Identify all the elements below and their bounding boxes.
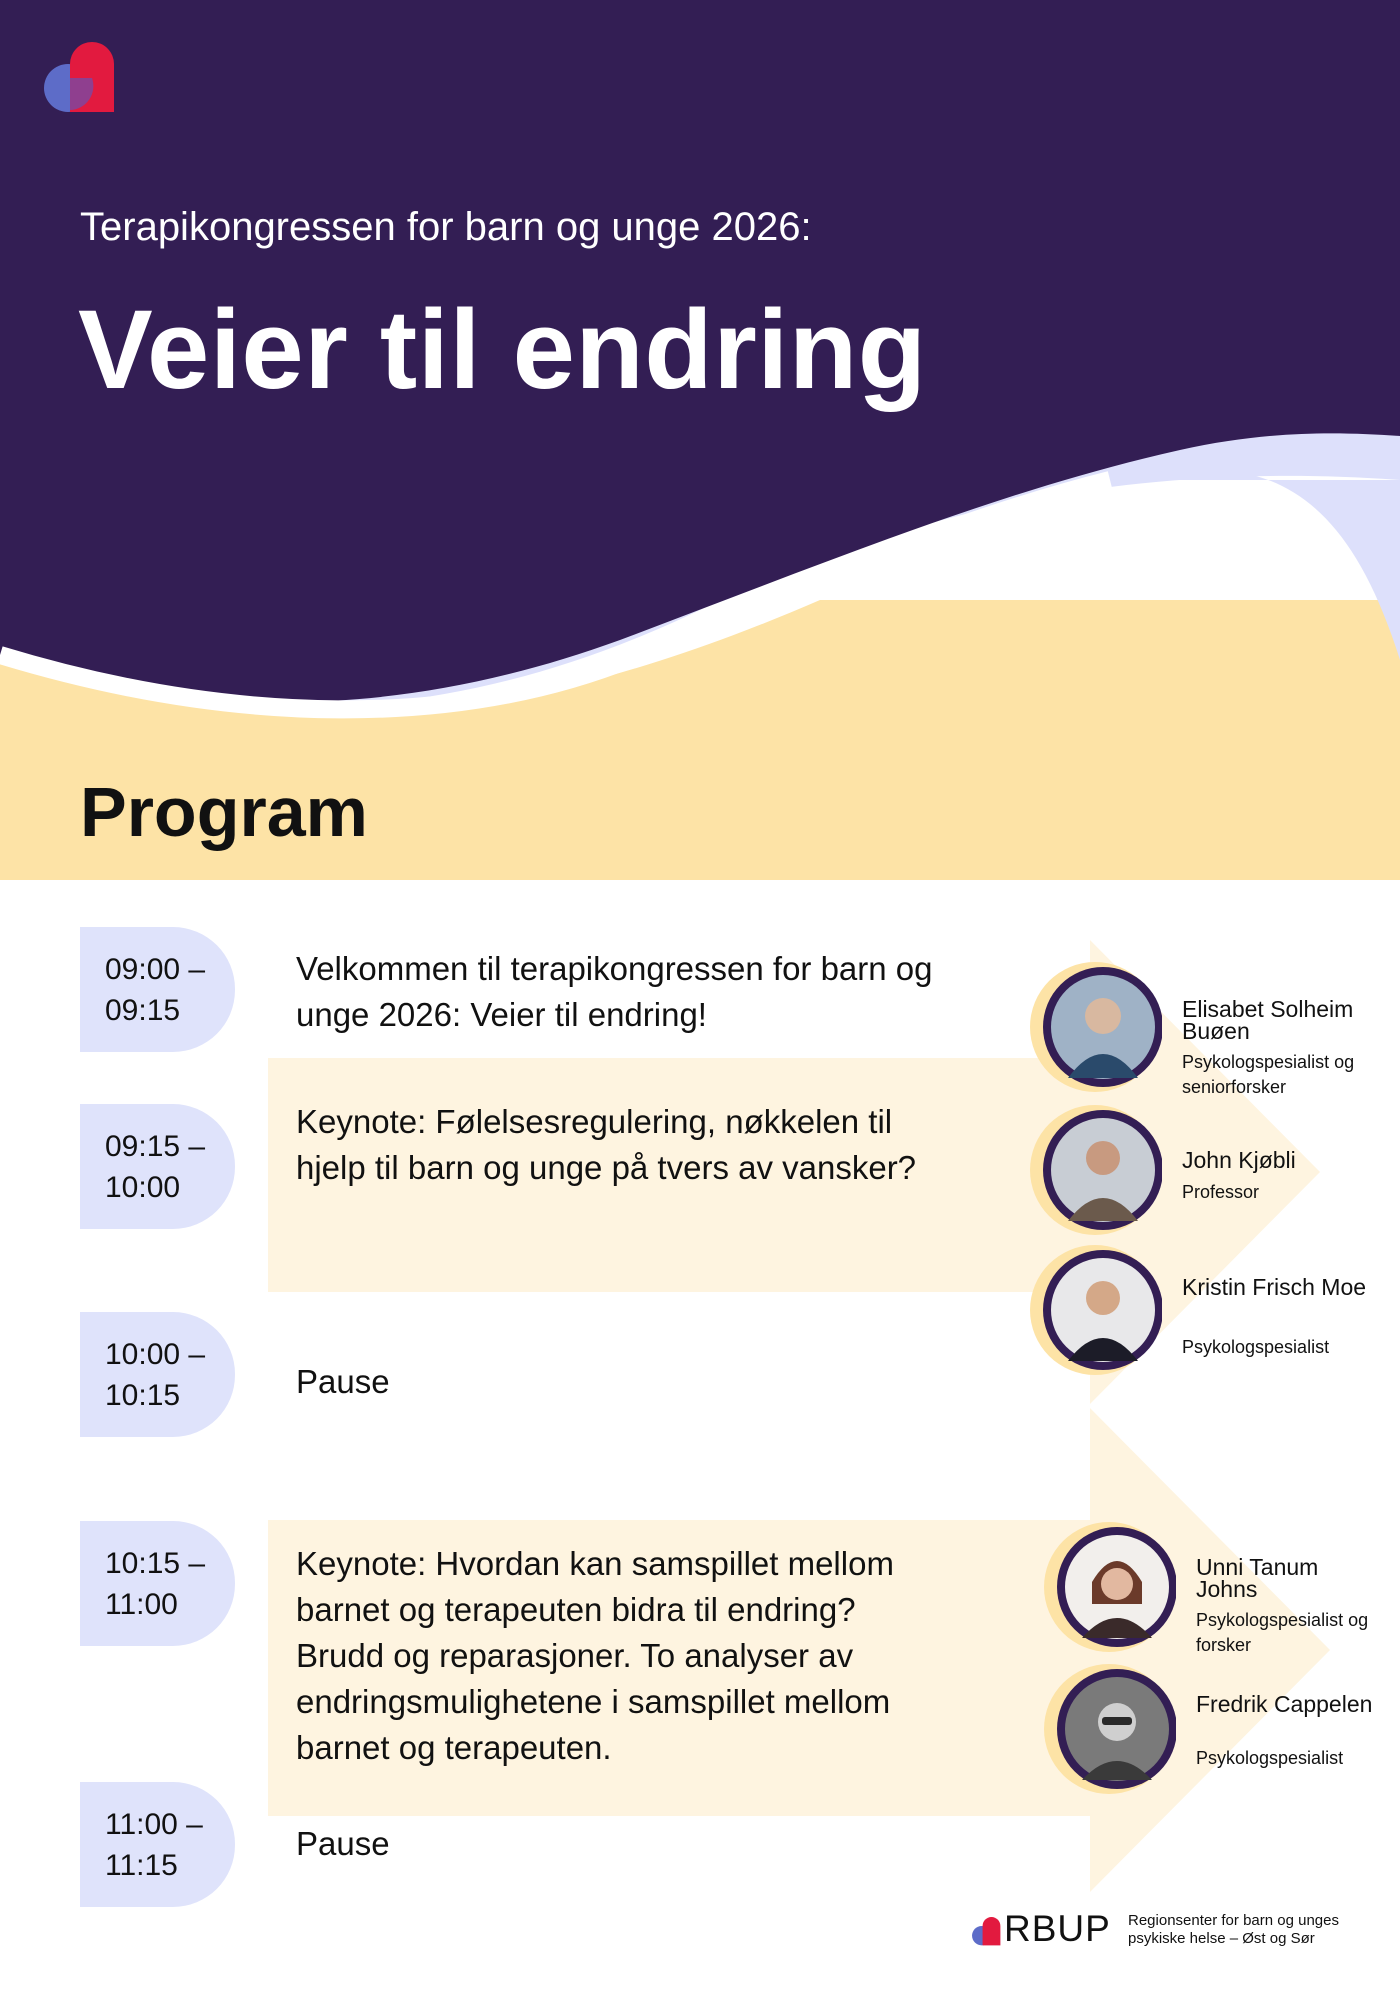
speaker-photo-2	[1028, 1103, 1162, 1237]
speaker-role-5: Psykologspesialist	[1196, 1748, 1344, 1768]
session-keynote-1: Keynote: Følelsesregulering, nøkkelen til hjelp til barn og unge på tvers av vansker?	[296, 1103, 917, 1186]
time-slot-4: 10:15 – 11:00	[80, 1521, 235, 1646]
speaker-role-3: Psykologspesialist	[1182, 1337, 1330, 1357]
footer-org-name: Regionsenter for barn og unges psykiske helse – Øst og Sør	[1128, 1912, 1339, 1947]
session-pause-2: Pause	[296, 1825, 390, 1862]
speaker-role-2: Professor	[1182, 1182, 1260, 1202]
session-keynote-2: Keynote: Hvordan kan samspillet mellom barnet og terapeuten bidra til endring? Brudd og reparasjoner. To analyser av endringsmulighetene i samspillet mellom barnet og terapeuten.	[296, 1545, 894, 1766]
speaker-photo-3	[1028, 1243, 1162, 1377]
speaker-name-3: Kristin Frisch Moe	[1182, 1274, 1367, 1300]
time-slot-3: 10:00 – 10:15	[80, 1312, 235, 1437]
speaker-role-1: Psykologspesialist og seniorforsker	[1182, 1052, 1355, 1097]
rbup-footer-logo	[968, 1913, 1002, 1947]
time-slot-1: 09:00 – 09:15	[80, 927, 235, 1052]
speaker-photo-4	[1042, 1520, 1176, 1654]
event-title: Veier til endring	[78, 287, 927, 412]
speaker-role-4: Psykologspesialist og forsker	[1196, 1610, 1369, 1655]
speaker-name-2: John Kjøbli	[1182, 1147, 1296, 1173]
speaker-photo-5	[1042, 1662, 1176, 1796]
speaker-name-1: Elisabet Solheim Buøen	[1182, 996, 1354, 1044]
speaker-name-5: Fredrik Cappelen	[1196, 1691, 1373, 1717]
session-pause-1: Pause	[296, 1363, 390, 1400]
speaker-name-4: Unni Tanum Johns	[1196, 1554, 1319, 1602]
session-welcome: Velkommen til terapikongressen for barn og unge 2026: Veier til endring!	[296, 950, 933, 1033]
footer-brand: RBUP	[1004, 1908, 1111, 1949]
time-slot-2: 09:15 – 10:00	[80, 1104, 235, 1229]
rbup-logo	[34, 32, 118, 116]
event-subtitle: Terapikongressen for barn og unge 2026:	[80, 205, 812, 249]
program-heading: Program	[80, 773, 368, 851]
time-slot-5: 11:00 – 11:15	[80, 1782, 235, 1907]
header-background	[0, 0, 1400, 880]
speaker-photo-1	[1028, 960, 1162, 1094]
